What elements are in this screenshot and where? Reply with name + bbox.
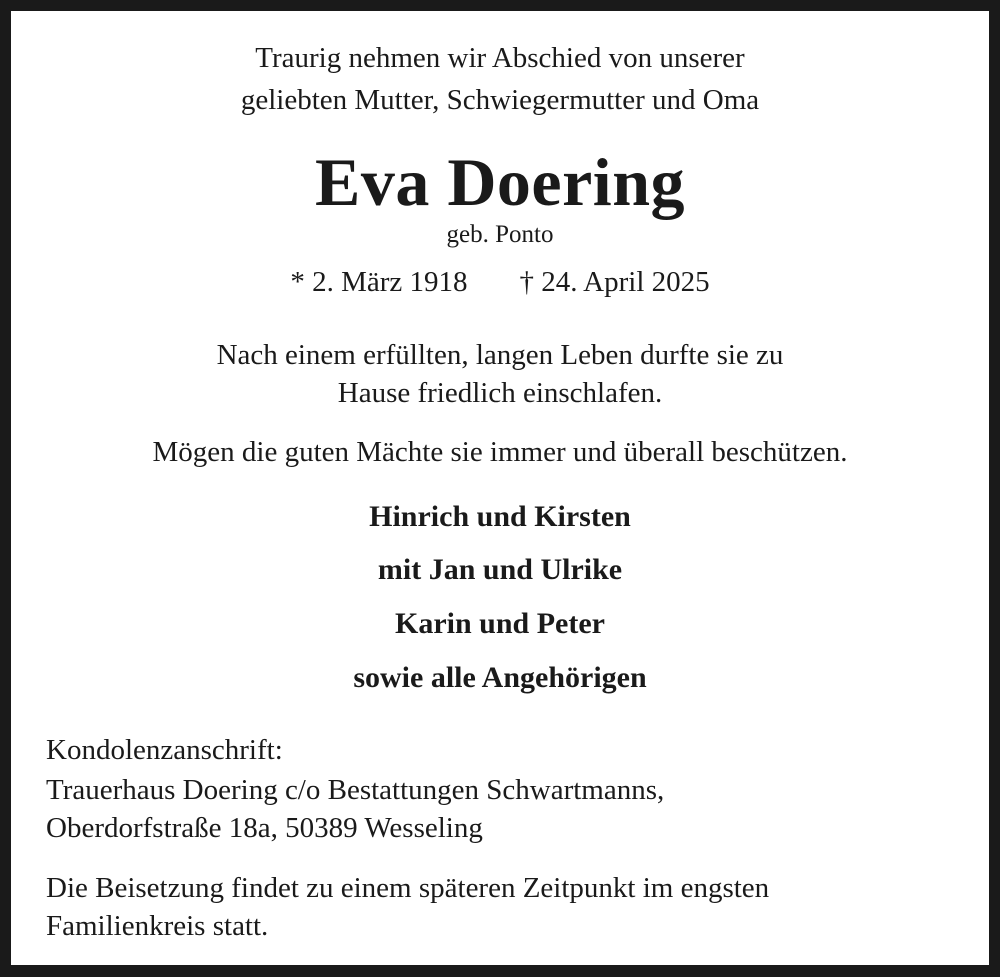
birth-date: * 2. März 1918 [290,266,468,298]
maiden-name: geb. Ponto [446,221,554,248]
message-line-1: Nach einem erfüllten, langen Leben durfte sie zu [216,339,784,371]
mourner-line-4: sowie alle Angehörigen [353,661,647,694]
blessing-line: Mögen die guten Mächte sie immer und überall beschützen. [152,436,848,468]
death-date: † 24. April 2025 [519,266,710,298]
message-line-2: Hause friedlich einschlafen. [337,377,663,409]
condolence-address-line-2: Oberdorfstraße 18a, 50389 Wesseling [46,812,483,844]
mourner-line-1: Hinrich und Kirsten [369,500,631,533]
condolence-address-line-1: Trauerhaus Doering c/o Bestattungen Schwartmanns, [46,774,665,806]
burial-note-line-1: Die Beisetzung findet zu einem späteren Zeitpunkt im engsten [46,872,770,904]
burial-note-line-2: Familienkreis statt. [46,910,269,942]
life-dates [0,266,1000,299]
intro-line-1: Traurig nehmen wir Abschied von unserer [255,42,745,74]
intro-line-2: geliebten Mutter, Schwiegermutter und Oma [240,84,760,116]
mourner-line-2: mit Jan und Ulrike [377,553,623,586]
condolence-label: Kondolenzanschrift: [46,734,283,766]
mourner-line-3: Karin und Peter [395,607,605,640]
deceased-name: Eva Doering [314,144,686,220]
